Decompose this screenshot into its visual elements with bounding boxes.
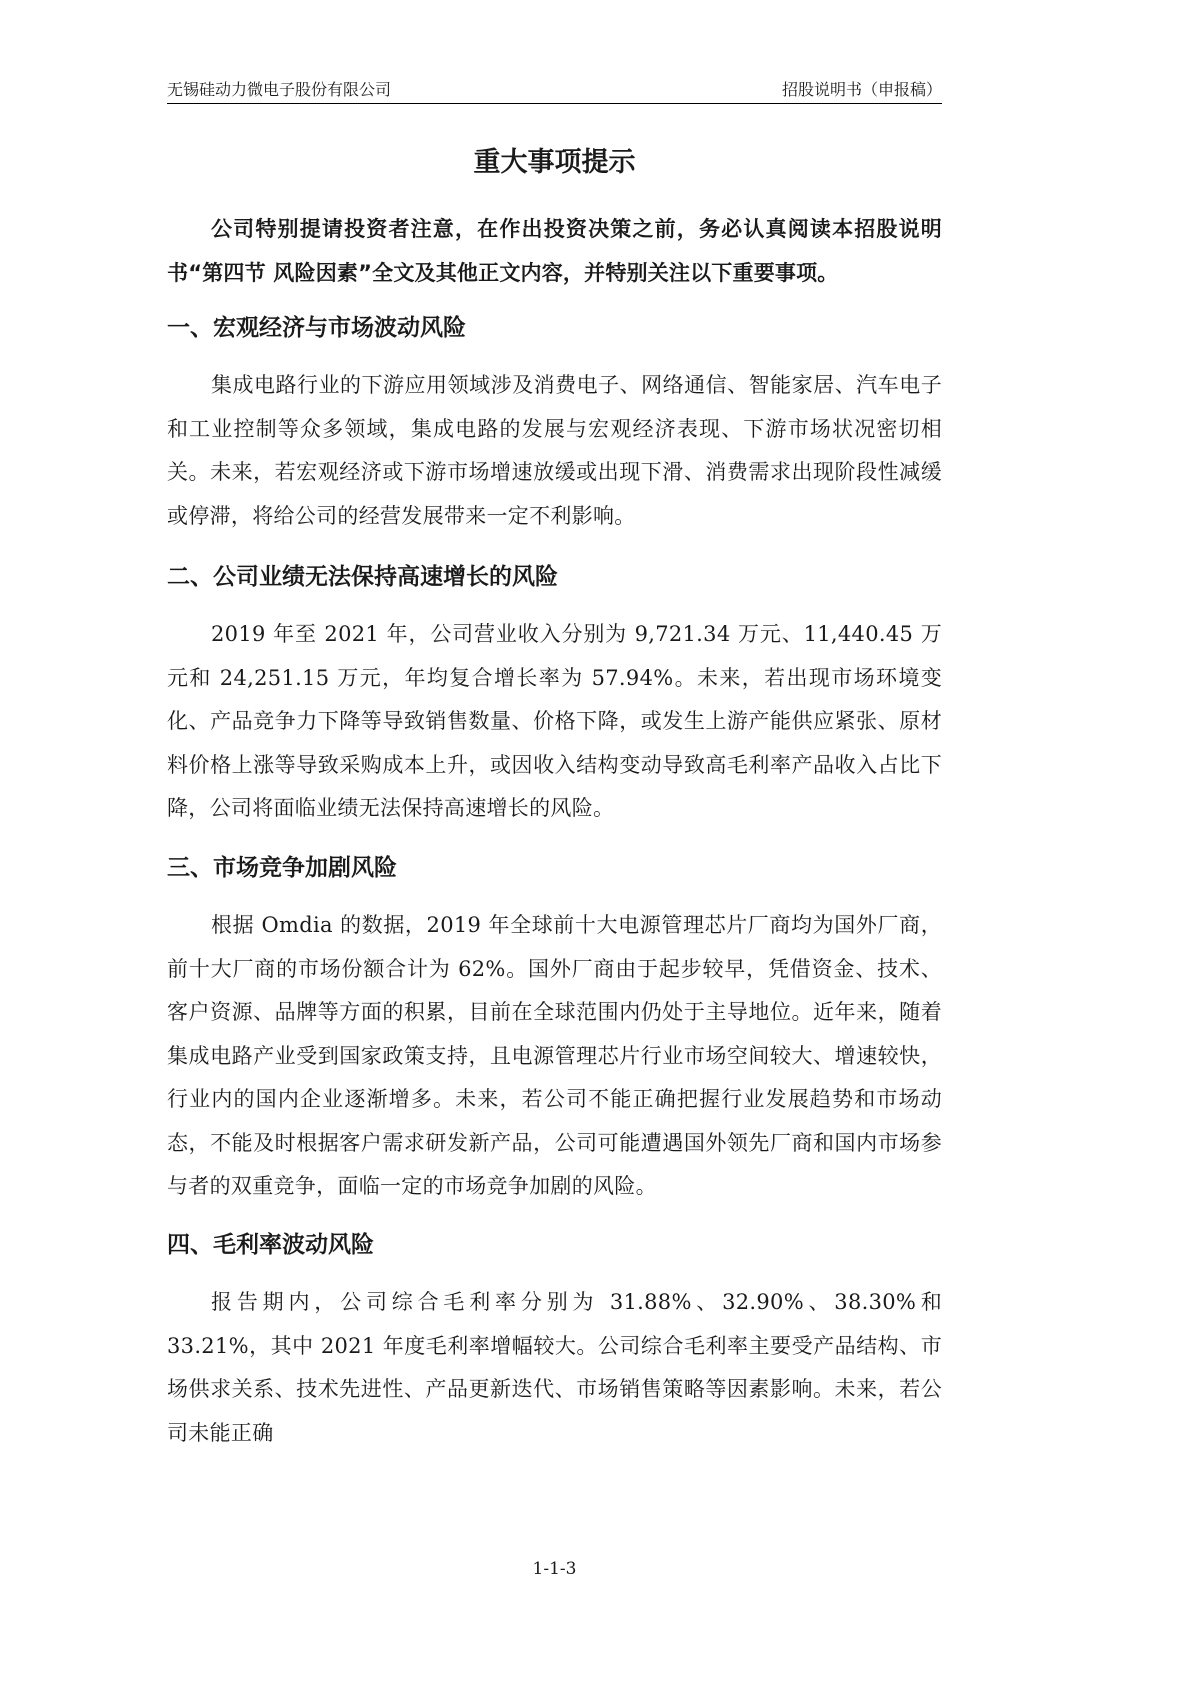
page-title: 重大事项提示	[473, 147, 636, 178]
header-document-type: 招股说明书（申报稿）	[781, 80, 942, 99]
section-body: 报告期内，公司综合毛利率分别为 31.88%、32.90%、38.30%和 33.21%，其中 2021 年度毛利率增幅较大。公司综合毛利率主要受产品结构、市场供求关系、技术先进性、产品更新迭代、市场销售策略等因素影响。未来，若公司未能正确	[167, 1290, 942, 1445]
section-heading: 一、宏观经济与市场波动风险	[167, 315, 466, 341]
section-competition-risk	[167, 848, 942, 1209]
running-header	[167, 78, 942, 104]
header-company-name: 无锡硅动力微电子股份有限公司	[167, 80, 392, 99]
section-body: 2019 年至 2021 年，公司营业收入分别为 9,721.34 万元、11,440.45 万元和 24,251.15 万元，年均复合增长率为 57.94%。未来，若出现市场环境变化、产品竞争力下降等导致销售数量、价格下降，或发生上游产能供应紧张、原材料价格上涨等导致采购成本上升，或因收入结构变动导致高毛利率产品收入占比下降，公司将面临业绩无法保持高速增长的风险。	[167, 622, 942, 820]
section-heading: 二、公司业绩无法保持高速增长的风险	[167, 564, 558, 590]
section-body: 根据 Omdia 的数据，2019 年全球前十大电源管理芯片厂商均为国外厂商，前十大厂商的市场份额合计为 62%。国外厂商由于起步较早，凭借资金、技术、客户资源、品牌等方面的积累，目前在全球范围内仍处于主导地位。近年来，随着集成电路产业受到国家政策支持，且电源管理芯片行业市场空间较大、增速较快，行业内的国内企业逐渐增多。未来，若公司不能正确把握行业发展趋势和市场动态，不能及时根据客户需求研发新产品，公司可能遭遇国外领先厂商和国内市场参与者的双重竞争，面临一定的市场竞争加剧的风险。	[167, 913, 942, 1198]
page-number: 1-1-3	[532, 1559, 577, 1579]
investor-notice: 公司特别提请投资者注意，在作出投资决策之前，务必认真阅读本招股说明书“第四节 风险因素”全文及其他正文内容，并特别关注以下重要事项。	[167, 217, 942, 285]
section-body: 集成电路行业的下游应用领域涉及消费电子、网络通信、智能家居、汽车电子和工业控制等众多领域，集成电路的发展与宏观经济表现、下游市场状况密切相关。未来，若宏观经济或下游市场增速放缓或出现下滑、消费需求出现阶段性减缓或停滞，将给公司的经营发展带来一定不利影响。	[167, 373, 942, 528]
section-heading: 四、毛利率波动风险	[167, 1232, 374, 1258]
section-macro-risk	[167, 308, 942, 538]
section-gross-margin-risk	[167, 1225, 942, 1455]
section-growth-risk	[167, 557, 942, 831]
section-heading: 三、市场竞争加剧风险	[167, 855, 397, 881]
